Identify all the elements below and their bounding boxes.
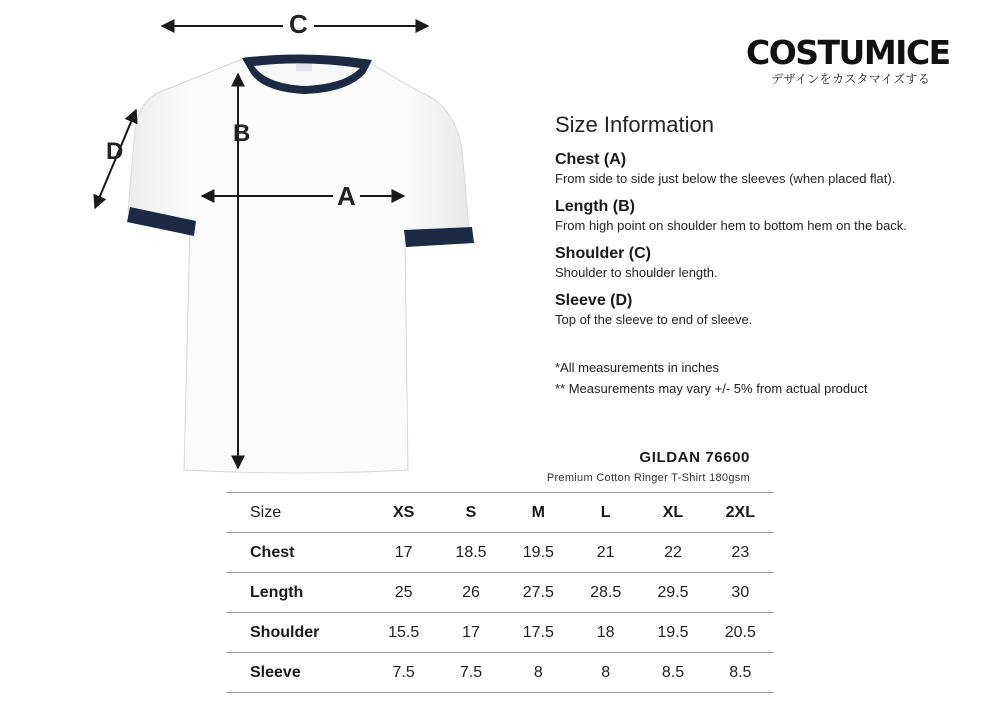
- table-cell: 15.5: [370, 613, 437, 653]
- table-cell: 8.5: [707, 653, 774, 693]
- info-description: From side to side just below the sleeves (when placed flat).: [555, 171, 896, 186]
- dimension-label-c: C: [283, 9, 314, 40]
- table-cell: 28.5: [572, 573, 639, 613]
- note-units: *All measurements in inches: [555, 360, 720, 375]
- table-cell: 19.5: [639, 613, 706, 653]
- product-description: Premium Cotton Ringer T-Shirt 180gsm: [546, 472, 750, 484]
- column-header-s: S: [437, 493, 504, 533]
- table-cell: 27.5: [505, 573, 572, 613]
- info-heading: Length (B): [555, 198, 635, 215]
- table-cell: 25: [370, 573, 437, 613]
- neck-label: [296, 64, 312, 71]
- row-label: Sleeve: [226, 653, 370, 693]
- table-cell: 8: [572, 653, 639, 693]
- table-cell: 20.5: [707, 613, 774, 653]
- info-description: Top of the sleeve to end of sleeve.: [555, 312, 753, 327]
- info-description: From high point on shoulder hem to bottom hem on the back.: [555, 218, 907, 233]
- brand-logo: COSTUMICE: [746, 33, 950, 72]
- product-name: GILDAN 76600: [639, 449, 750, 466]
- table-cell: 8: [505, 653, 572, 693]
- column-header-xs: XS: [370, 493, 437, 533]
- brand-tagline: デザインをカスタマイズする: [771, 72, 930, 86]
- size-information-panel: [555, 112, 975, 399]
- dimension-label-d: D: [106, 138, 124, 165]
- tshirt-body: [128, 58, 470, 473]
- table-cell: 18.5: [437, 533, 504, 573]
- info-item-sleeve: [555, 291, 975, 329]
- note-variance: ** Measurements may vary +/- 5% from actual product: [555, 381, 868, 396]
- measurement-notes: [555, 357, 975, 399]
- table-cell: 7.5: [370, 653, 437, 693]
- table-row-sleeve: [226, 653, 774, 693]
- info-heading: Sleeve (D): [555, 292, 633, 309]
- dimension-label-b: B: [233, 120, 251, 147]
- info-item-chest: [555, 150, 975, 188]
- size-information-title: Size Information: [555, 112, 714, 137]
- info-heading: Shoulder (C): [555, 245, 651, 262]
- table-row-chest: [226, 533, 774, 573]
- row-label: Length: [226, 573, 370, 613]
- column-header-2xl: 2XL: [707, 493, 774, 533]
- table-cell: 19.5: [505, 533, 572, 573]
- right-sleeve-trim: [404, 227, 474, 247]
- table-cell: 26: [437, 573, 504, 613]
- column-header-l: L: [572, 493, 639, 533]
- info-item-shoulder: [555, 244, 975, 282]
- table-cell: 22: [639, 533, 706, 573]
- info-description: Shoulder to shoulder length.: [555, 265, 718, 280]
- row-label: Chest: [226, 533, 370, 573]
- row-label: Shoulder: [226, 613, 370, 653]
- table-cell: 23: [707, 533, 774, 573]
- column-header-xl: XL: [639, 493, 706, 533]
- dimension-label-a: A: [333, 181, 360, 212]
- table-header-size-label: Size: [226, 493, 370, 533]
- table-cell: 17: [370, 533, 437, 573]
- table-cell: 29.5: [639, 573, 706, 613]
- table-cell: 30: [707, 573, 774, 613]
- table-cell: 17: [437, 613, 504, 653]
- info-heading: Chest (A): [555, 151, 627, 168]
- table-cell: 7.5: [437, 653, 504, 693]
- table-cell: 8.5: [639, 653, 706, 693]
- column-header-m: M: [505, 493, 572, 533]
- size-chart-table: [226, 492, 774, 693]
- table-row-length: [226, 573, 774, 613]
- table-cell: 17.5: [505, 613, 572, 653]
- info-item-length: [555, 197, 975, 235]
- table-cell: 18: [572, 613, 639, 653]
- tshirt-illustration: [0, 0, 520, 490]
- table-cell: 21: [572, 533, 639, 573]
- table-header-row: [226, 493, 774, 533]
- table-row-shoulder: [226, 613, 774, 653]
